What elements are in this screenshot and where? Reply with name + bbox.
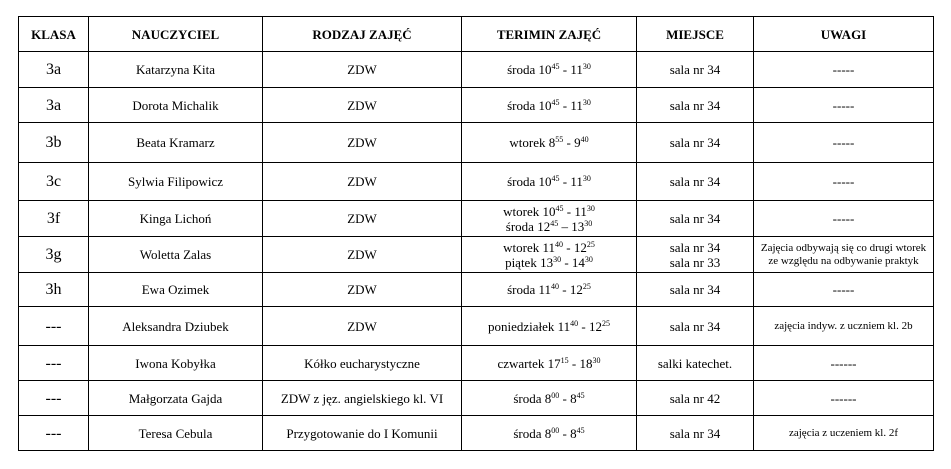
end-hour: 18 — [579, 355, 593, 371]
miejsce-cell — [637, 416, 754, 451]
rodzaj-cell: ZDW — [263, 163, 462, 201]
end-minute: 40 — [580, 135, 589, 144]
time-separator: - — [563, 239, 574, 255]
start-minute: 45 — [550, 218, 559, 228]
klasa-cell: 3g — [19, 237, 89, 273]
klasa-cell: --- — [19, 416, 89, 451]
rodzaj-cell: Kółko eucharystyczne — [263, 346, 462, 381]
termin-day: środa — [507, 282, 536, 297]
end-hour: 8 — [570, 390, 577, 406]
uwagi-cell: ------ — [754, 381, 934, 416]
miejsce-cell — [637, 381, 754, 416]
termin-cell — [462, 381, 637, 416]
end-hour: 11 — [574, 203, 587, 219]
start-minute: 45 — [551, 97, 560, 107]
nauczyciel-cell: Małgorzata Gajda — [89, 381, 263, 416]
miejsce-line: sala nr 34 — [669, 211, 721, 226]
end-minute: 25 — [586, 239, 595, 249]
miejsce-line: salki katechet. — [657, 355, 733, 371]
start-minute: 45 — [551, 62, 560, 71]
klasa-cell: 3a — [19, 88, 89, 123]
miejsce-cell — [637, 346, 754, 381]
end-hour: 11 — [570, 97, 583, 113]
nauczyciel-cell: Beata Kramarz — [89, 123, 263, 163]
end-hour: 9 — [574, 135, 581, 150]
nauczyciel-cell: Kinga Lichoń — [89, 201, 263, 237]
miejsce-cell — [637, 52, 754, 88]
termin-cell — [462, 88, 637, 123]
uwagi-cell: ----- — [754, 88, 934, 123]
start-hour: 11 — [542, 239, 556, 255]
time-separator: - — [559, 62, 571, 77]
miejsce-line: sala nr 34 — [669, 174, 721, 189]
klasa-cell: 3h — [19, 273, 89, 307]
start-hour: 13 — [540, 254, 554, 270]
termin-cell — [462, 416, 637, 451]
miejsce-cell — [637, 307, 754, 346]
termin-line — [465, 219, 633, 234]
header-termin-zajec: TERIMIN ZAJĘĆ — [462, 17, 637, 52]
table-header — [19, 17, 934, 52]
termin-cell — [462, 52, 637, 88]
termin-line — [465, 356, 633, 371]
end-minute: 30 — [582, 174, 591, 183]
start-hour: 11 — [557, 318, 571, 334]
miejsce-cell — [637, 88, 754, 123]
end-hour: 12 — [569, 282, 583, 297]
termin-line — [465, 98, 633, 113]
end-hour: 11 — [570, 62, 583, 77]
termin-line — [465, 204, 633, 219]
end-minute: 30 — [584, 218, 593, 228]
termin-day: środa — [505, 218, 534, 234]
miejsce-line: sala nr 34 — [669, 425, 721, 441]
rodzaj-cell: ZDW — [263, 123, 462, 163]
time-separator: - — [563, 203, 575, 219]
table-body — [19, 52, 934, 451]
rodzaj-cell: ZDW — [263, 307, 462, 346]
end-hour: 12 — [589, 318, 603, 334]
end-minute: 45 — [576, 390, 585, 400]
termin-cell — [462, 123, 637, 163]
table-row — [19, 416, 934, 451]
time-separator: - — [559, 282, 570, 297]
termin-day: piątek — [505, 254, 537, 270]
miejsce-line: sala nr 33 — [669, 254, 721, 270]
end-minute: 30 — [586, 203, 595, 213]
termin-line — [465, 174, 633, 189]
start-minute: 55 — [555, 135, 564, 144]
start-minute: 30 — [553, 254, 562, 264]
miejsce-cell — [637, 237, 754, 273]
header-row — [19, 17, 934, 52]
start-minute: 00 — [551, 390, 560, 400]
klasa-cell: 3c — [19, 163, 89, 201]
end-hour: 8 — [570, 425, 577, 441]
table-row — [19, 237, 934, 273]
termin-line — [465, 62, 633, 77]
start-hour: 8 — [544, 390, 552, 406]
time-separator: - — [559, 390, 571, 406]
termin-day: wtorek — [503, 203, 540, 219]
end-minute: 45 — [576, 425, 585, 435]
table-row — [19, 88, 934, 123]
rodzaj-cell: ZDW — [263, 201, 462, 237]
uwagi-cell: ----- — [754, 123, 934, 163]
uwagi-cell: ----- — [754, 52, 934, 88]
time-separator: - — [559, 425, 571, 441]
header-rodzaj-zajec: RODZAJ ZAJĘĆ — [263, 17, 462, 52]
time-separator: - — [559, 174, 571, 189]
termin-line — [465, 240, 633, 255]
termin-day: poniedziałek — [487, 318, 558, 334]
termin-day: czwartek — [497, 355, 545, 371]
end-hour: 12 — [573, 239, 587, 255]
termin-cell — [462, 201, 637, 237]
table-row — [19, 123, 934, 163]
nauczyciel-cell: Iwona Kobyłka — [89, 346, 263, 381]
klasa-cell: 3f — [19, 201, 89, 237]
klasa-cell: --- — [19, 346, 89, 381]
start-hour: 8 — [544, 425, 552, 441]
end-minute: 25 — [602, 318, 611, 328]
schedule-table — [18, 16, 934, 451]
end-hour: 11 — [570, 174, 583, 189]
time-separator: - — [559, 97, 571, 113]
start-hour: 8 — [548, 135, 556, 150]
uwagi-cell: Zajęcia odbywają się co drugi wtorek ze względu na odbywanie praktyk — [754, 237, 934, 273]
nauczyciel-cell: Aleksandra Dziubek — [89, 307, 263, 346]
end-hour: 13 — [571, 218, 585, 234]
termin-day: wtorek — [509, 135, 546, 150]
end-hour: 14 — [571, 254, 585, 270]
start-hour: 12 — [537, 218, 551, 234]
uwagi-cell: zajęcia indyw. z uczniem kl. 2b — [754, 307, 934, 346]
uwagi-cell: ----- — [754, 273, 934, 307]
miejsce-cell — [637, 273, 754, 307]
miejsce-line: sala nr 34 — [669, 97, 721, 113]
start-minute: 45 — [555, 203, 564, 213]
nauczyciel-cell: Ewa Ozimek — [89, 273, 263, 307]
table-row — [19, 273, 934, 307]
header-klasa: KLASA — [19, 17, 89, 52]
rodzaj-cell: Przygotowanie do I Komunii — [263, 416, 462, 451]
end-minute: 30 — [582, 97, 591, 107]
termin-line — [465, 282, 633, 297]
termin-cell — [462, 273, 637, 307]
uwagi-cell: ----- — [754, 201, 934, 237]
miejsce-cell — [637, 123, 754, 163]
table-row — [19, 381, 934, 416]
start-minute: 15 — [560, 355, 569, 365]
start-minute: 45 — [551, 174, 560, 183]
nauczyciel-cell: Teresa Cebula — [89, 416, 263, 451]
nauczyciel-cell: Dorota Michalik — [89, 88, 263, 123]
rodzaj-cell: ZDW — [263, 237, 462, 273]
header-nauczyciel: NAUCZYCIEL — [89, 17, 263, 52]
header-miejsce: MIEJSCE — [637, 17, 754, 52]
start-minute: 40 — [555, 239, 564, 249]
miejsce-line: sala nr 34 — [669, 282, 721, 297]
miejsce-line: sala nr 42 — [669, 390, 721, 406]
start-hour: 10 — [538, 62, 552, 77]
uwagi-cell: ----- — [754, 163, 934, 201]
rodzaj-cell: ZDW z jęz. angielskiego kl. VI — [263, 381, 462, 416]
termin-day: środa — [513, 425, 542, 441]
termin-day: środa — [507, 97, 536, 113]
end-minute: 30 — [584, 254, 593, 264]
termin-cell — [462, 307, 637, 346]
end-minute: 25 — [582, 282, 591, 291]
uwagi-cell: ------ — [754, 346, 934, 381]
start-hour: 10 — [538, 174, 552, 189]
table-row — [19, 307, 934, 346]
start-hour: 10 — [538, 97, 552, 113]
miejsce-cell — [637, 163, 754, 201]
termin-cell — [462, 346, 637, 381]
end-minute: 30 — [582, 62, 591, 71]
termin-day: środa — [513, 390, 542, 406]
miejsce-line: sala nr 34 — [669, 135, 721, 150]
miejsce-line: sala nr 34 — [669, 239, 721, 255]
miejsce-cell — [637, 201, 754, 237]
nauczyciel-cell: Woletta Zalas — [89, 237, 263, 273]
start-minute: 40 — [570, 318, 579, 328]
termin-day: środa — [507, 174, 536, 189]
termin-cell — [462, 237, 637, 273]
table-row — [19, 52, 934, 88]
termin-day: środa — [507, 62, 536, 77]
end-minute: 30 — [592, 355, 601, 365]
time-separator: - — [568, 355, 580, 371]
time-separator: - — [561, 254, 572, 270]
time-separator: – — [558, 218, 572, 234]
nauczyciel-cell: Sylwia Filipowicz — [89, 163, 263, 201]
klasa-cell: --- — [19, 307, 89, 346]
table-row — [19, 346, 934, 381]
termin-line — [465, 319, 633, 334]
header-uwagi: UWAGI — [754, 17, 934, 52]
termin-line — [465, 135, 633, 150]
uwagi-cell: zajęcia z uczeniem kl. 2f — [754, 416, 934, 451]
termin-line — [465, 255, 633, 270]
miejsce-line: sala nr 34 — [669, 62, 721, 77]
time-separator: - — [563, 135, 575, 150]
start-hour: 11 — [538, 282, 552, 297]
termin-line — [465, 391, 633, 406]
start-hour: 10 — [542, 203, 556, 219]
termin-line — [465, 426, 633, 441]
start-minute: 00 — [551, 425, 560, 435]
klasa-cell: --- — [19, 381, 89, 416]
rodzaj-cell: ZDW — [263, 52, 462, 88]
miejsce-line: sala nr 34 — [669, 318, 721, 334]
termin-cell — [462, 163, 637, 201]
table-row — [19, 201, 934, 237]
termin-day: wtorek — [503, 239, 540, 255]
rodzaj-cell: ZDW — [263, 273, 462, 307]
start-minute: 40 — [551, 282, 560, 291]
klasa-cell: 3a — [19, 52, 89, 88]
klasa-cell: 3b — [19, 123, 89, 163]
rodzaj-cell: ZDW — [263, 88, 462, 123]
start-hour: 17 — [547, 355, 561, 371]
time-separator: - — [578, 318, 590, 334]
nauczyciel-cell: Katarzyna Kita — [89, 52, 263, 88]
table-row — [19, 163, 934, 201]
